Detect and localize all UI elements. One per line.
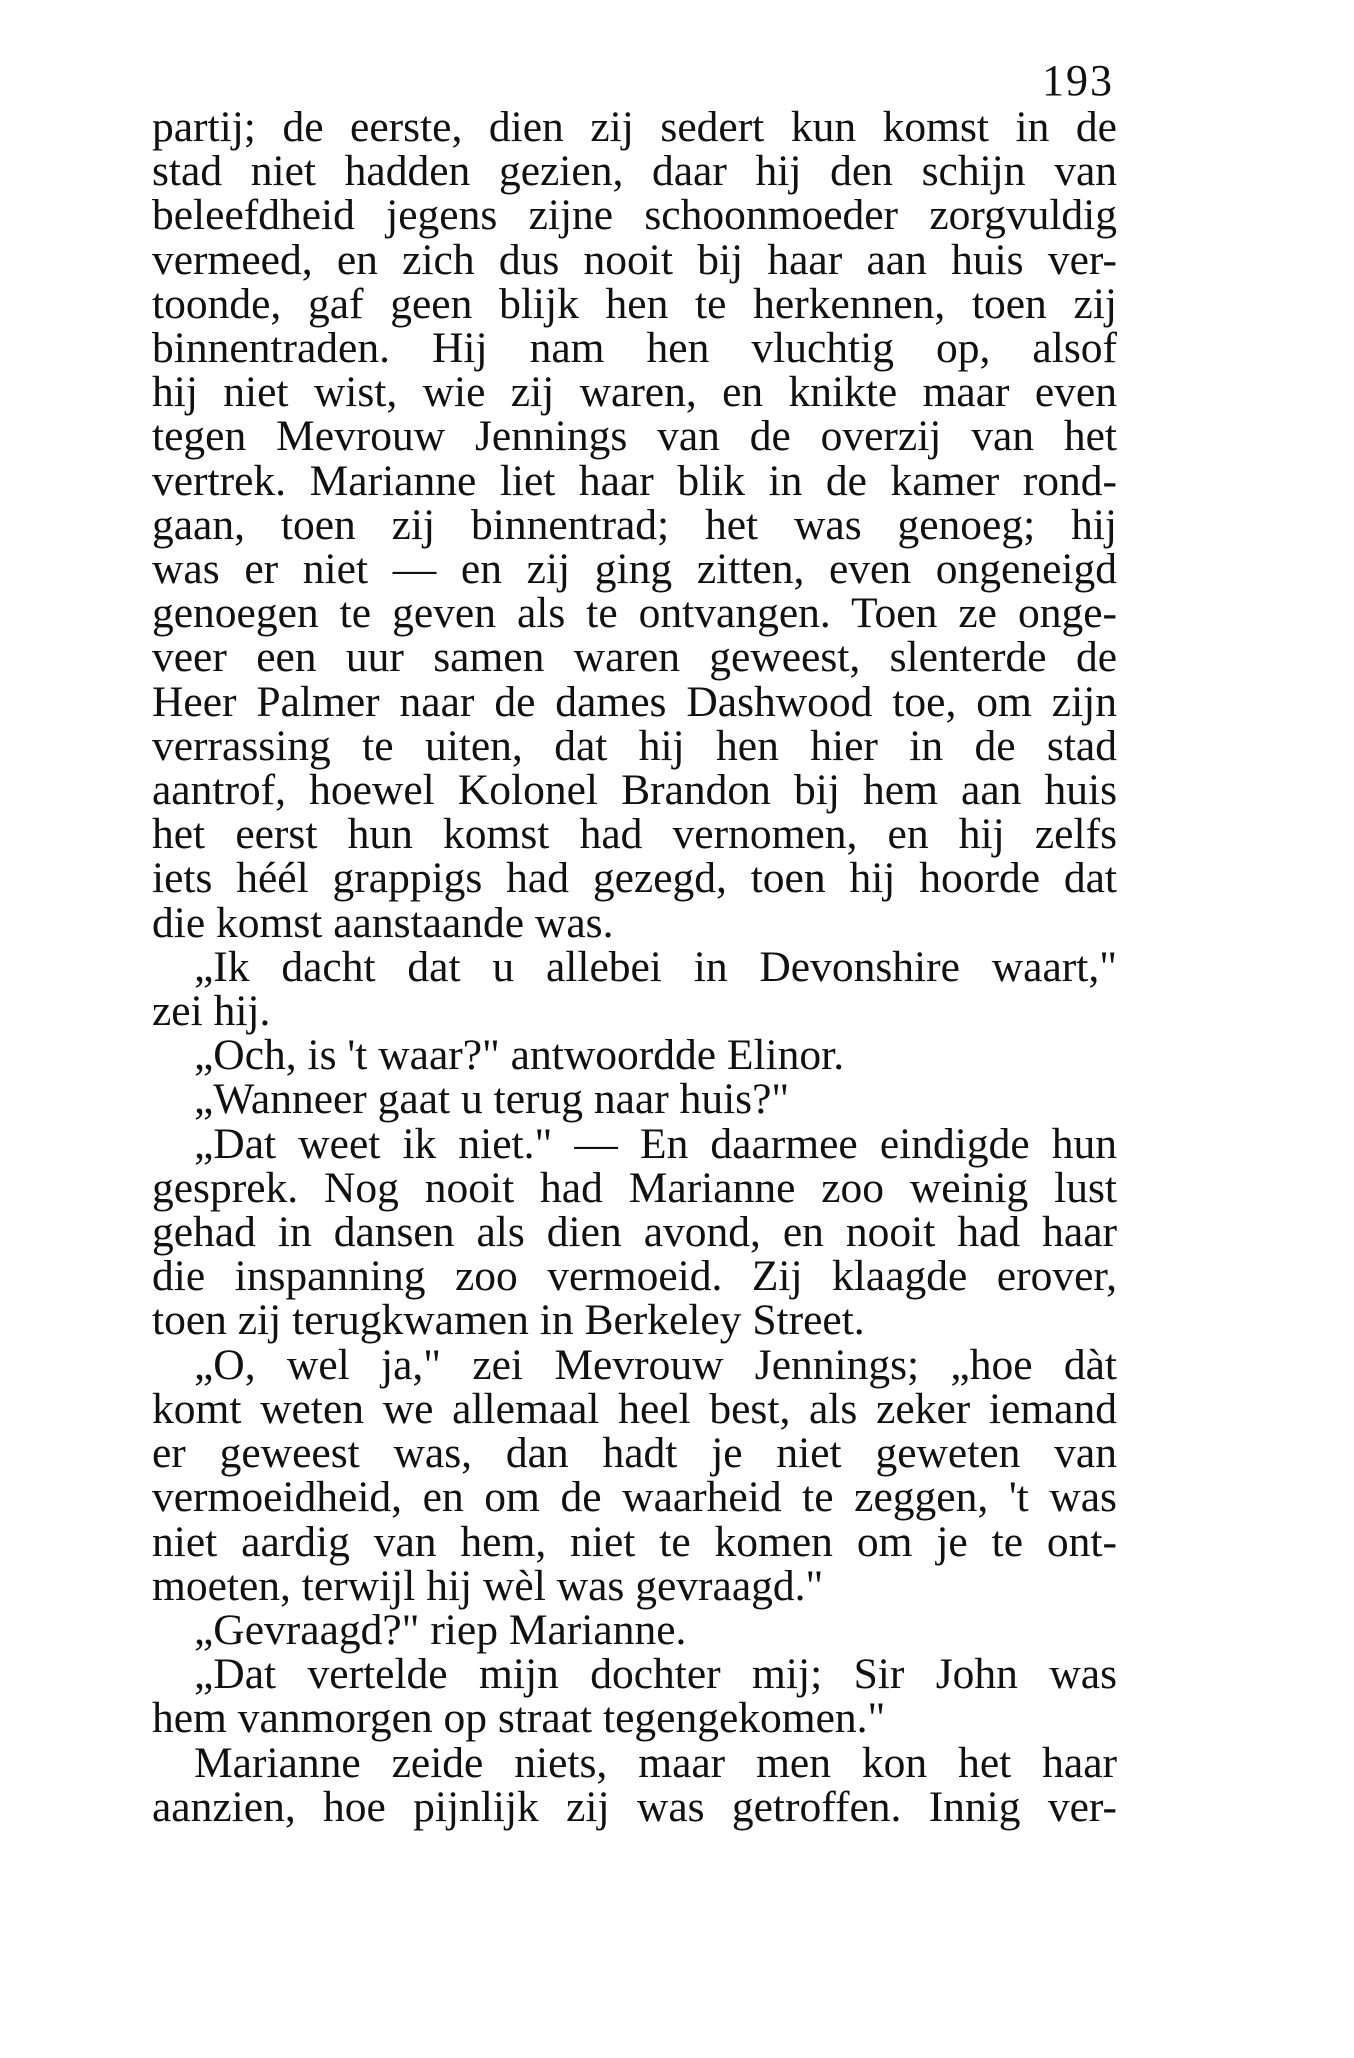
text-line: die inspanning zoo vermoeid. Zij klaagde erover, xyxy=(152,1252,1117,1301)
text-line: partij; de eerste, dien zij sedert kun komst in de xyxy=(152,103,1117,151)
text-line: het eerst hun komst had vernomen, en hij zelfs xyxy=(152,810,1117,859)
text-line: iets héél grappigs had gezegd, toen hij hoorde dat xyxy=(152,854,1117,903)
text-line: beleefdheid jegens zijne schoonmoeder zorgvuldig xyxy=(152,191,1117,240)
text-line: was er niet — en zij ging zitten, even ongeneigd xyxy=(152,545,1117,594)
text-line: hem vanmorgen op straat tegengekomen." xyxy=(152,1694,886,1743)
text-line: Marianne zeide niets, maar men kon het haar xyxy=(194,1738,1117,1787)
text-line: aanzien, hoe pijnlijk zij was getroffen. Innig ver- xyxy=(152,1782,1117,1831)
text-line: komt weten we allemaal heel best, als zeker iemand xyxy=(152,1384,1117,1433)
text-line: aantrof, hoewel Kolonel Brandon bij hem aan huis xyxy=(152,766,1117,815)
text-line: vermeed, en zich dus nooit bij haar aan huis ver- xyxy=(152,235,1117,284)
text-line: „O, wel ja," zei Mevrouw Jennings; „hoe dàt xyxy=(194,1340,1117,1389)
page-number: 193 xyxy=(1042,56,1114,105)
text-line: die komst aanstaande was. xyxy=(152,898,614,947)
text-line: moeten, terwijl hij wèl was gevraagd." xyxy=(152,1561,824,1610)
text-line: „Wanneer gaat u terug naar huis?" xyxy=(194,1075,790,1124)
text-line: „Gevraagd?" riep Marianne. xyxy=(194,1605,687,1654)
text-line: toonde, gaf geen blijk hen te herkennen, toen zij xyxy=(152,279,1117,328)
body-text xyxy=(152,105,1117,1829)
text-line: vertrek. Marianne liet haar blik in de kamer rond- xyxy=(152,456,1117,505)
text-line: binnentraden. Hij nam hen vluchtig op, alsof xyxy=(152,324,1117,373)
text-line: „Och, is 't waar?" antwoordde Elinor. xyxy=(194,1031,845,1080)
text-line: vermoeidheid, en om de waarheid te zeggen, 't was xyxy=(152,1473,1117,1522)
text-line: niet aardig van hem, niet te komen om je te ont- xyxy=(152,1517,1117,1566)
text-line: „Dat vertelde mijn dochter mij; Sir John was xyxy=(194,1650,1117,1699)
text-line: „Ik dacht dat u allebei in Devonshire waart," xyxy=(194,942,1117,991)
text-line: gehad in dansen als dien avond, en nooit had haar xyxy=(152,1208,1117,1257)
text-line: er geweest was, dan hadt je niet geweten van xyxy=(152,1429,1117,1478)
text-line: genoegen te geven als te ontvangen. Toen ze onge- xyxy=(152,589,1117,638)
text-line: „Dat weet ik niet." — En daarmee eindigde hun xyxy=(194,1119,1117,1168)
text-line: verrassing te uiten, dat hij hen hier in de stad xyxy=(152,721,1117,770)
text-line: Heer Palmer naar de dames Dashwood toe, om zijn xyxy=(152,677,1117,726)
text-line: gesprek. Nog nooit had Marianne zoo weinig lust xyxy=(152,1163,1117,1212)
text-line: gaan, toen zij binnentrad; het was genoeg; hij xyxy=(152,500,1117,549)
text-line: hij niet wist, wie zij waren, en knikte maar even xyxy=(152,368,1117,417)
text-line: toen zij terugkwamen in Berkeley Street. xyxy=(152,1296,865,1345)
text-line: zei hij. xyxy=(152,987,271,1036)
text-line: tegen Mevrouw Jennings van de overzij van het xyxy=(152,412,1117,461)
text-line: stad niet hadden gezien, daar hij den schijn van xyxy=(152,147,1117,196)
text-line: veer een uur samen waren geweest, slenterde de xyxy=(152,633,1117,682)
